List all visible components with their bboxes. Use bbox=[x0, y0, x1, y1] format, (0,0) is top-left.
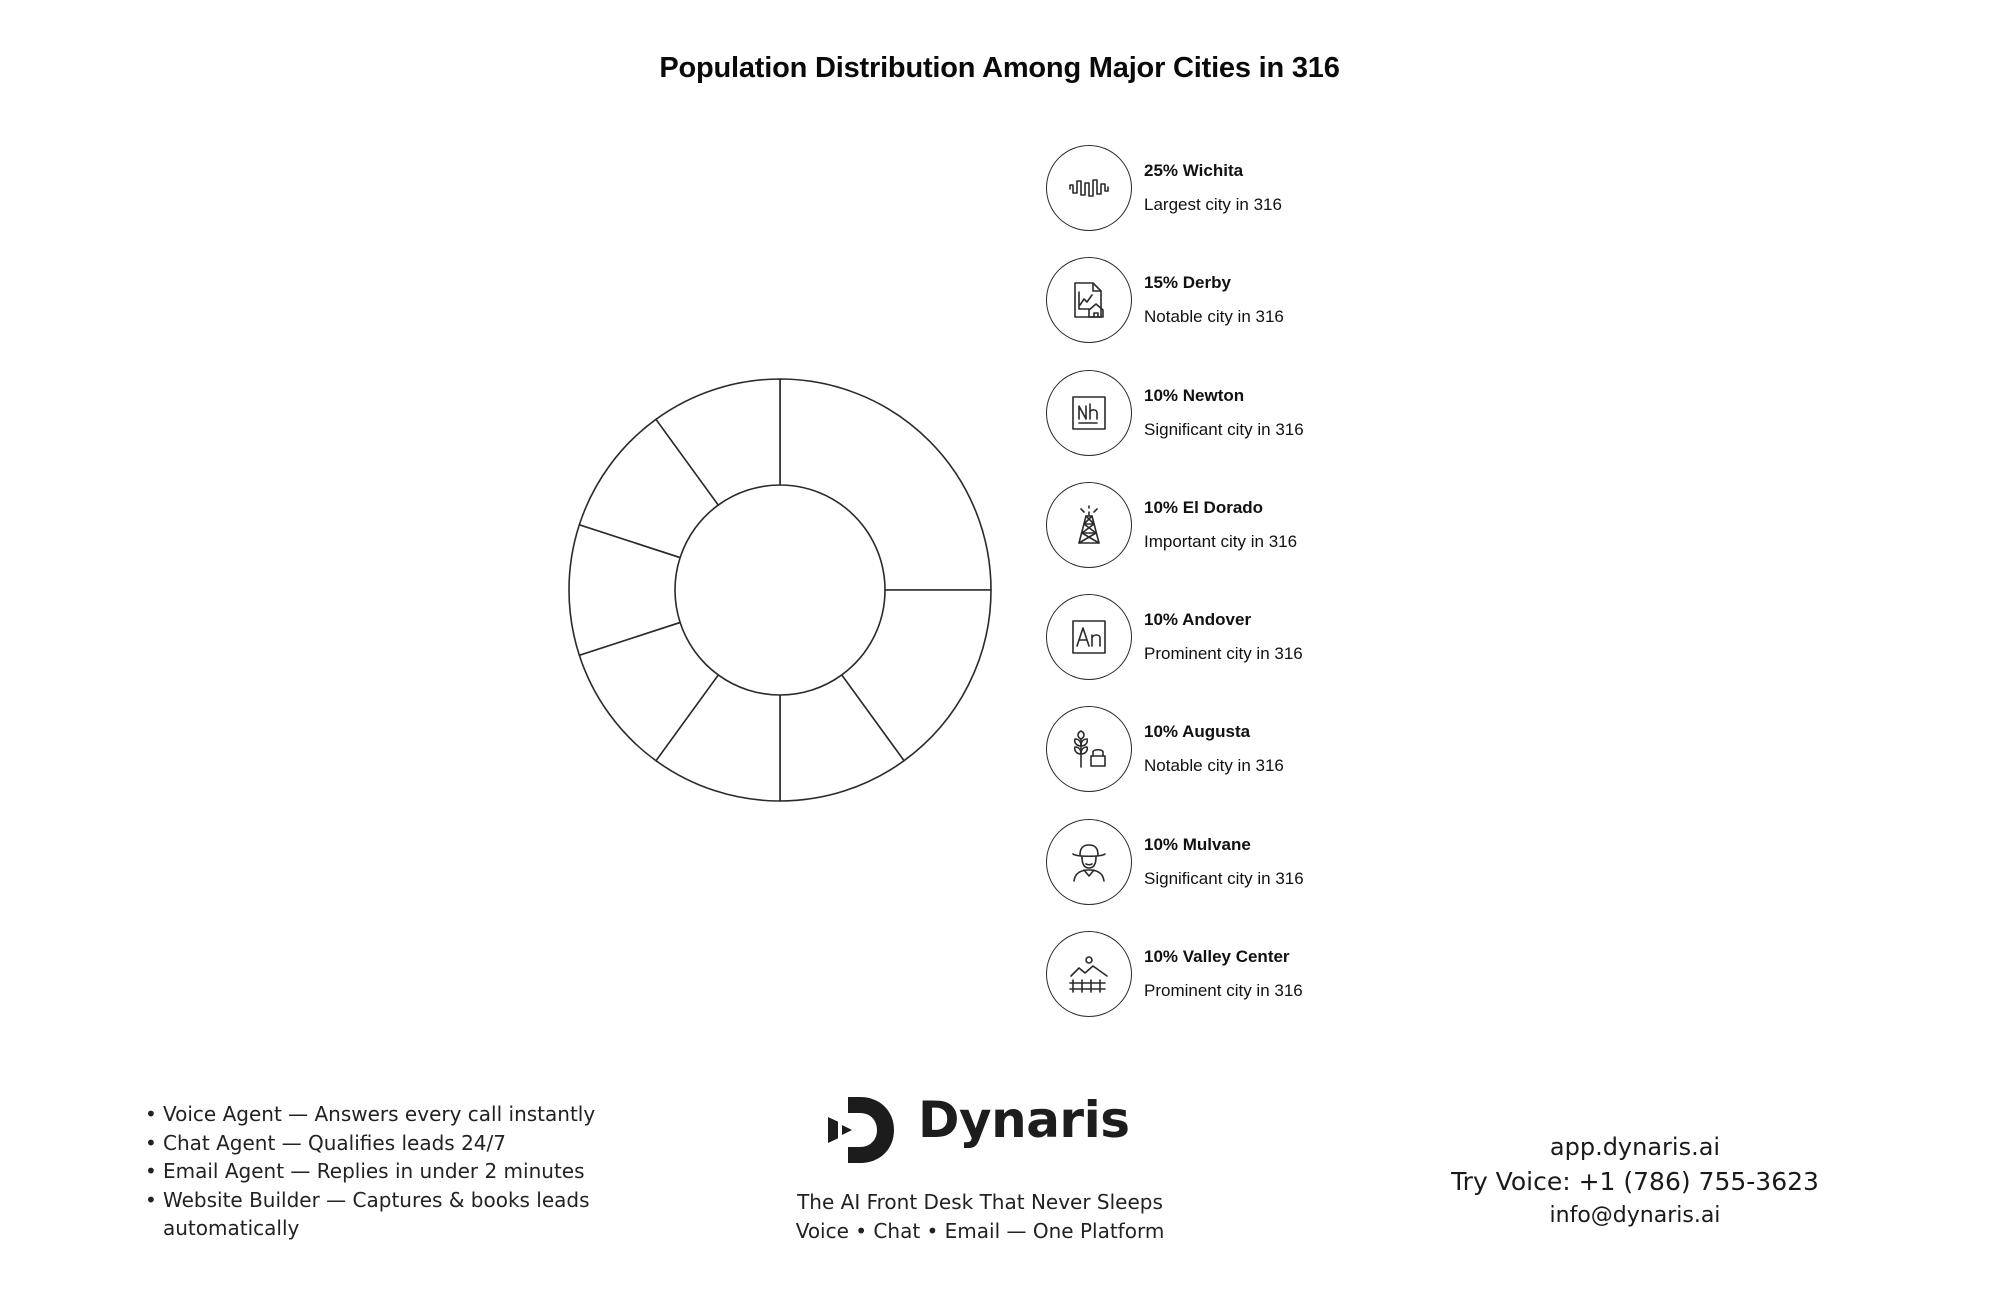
legend-percent: 10% bbox=[1144, 497, 1179, 517]
legend-city: Augusta bbox=[1182, 722, 1251, 742]
legend-percent: 25% bbox=[1144, 161, 1179, 180]
landscape-fence-icon bbox=[1046, 931, 1132, 1017]
legend-item-derby bbox=[1046, 257, 1466, 369]
brand-logo bbox=[820, 1085, 1130, 1165]
feature-voice-agent: • Voice Agent — Answers every call instantly bbox=[145, 1100, 615, 1129]
document-chart-house-icon bbox=[1046, 257, 1132, 343]
legend-description: Significant city in 316 bbox=[1144, 419, 1304, 439]
chart-title: Population Distribution Among Major Cities in 316 bbox=[659, 52, 1340, 84]
legend-item-andover bbox=[1046, 594, 1466, 706]
legend-heading bbox=[1144, 722, 1250, 742]
contact-url-link[interactable]: app.dynaris.ai bbox=[1549, 1133, 1721, 1161]
legend-percent: 10% bbox=[1144, 947, 1179, 967]
legend-item-mulvane bbox=[1046, 819, 1466, 931]
legend-item-augusta bbox=[1046, 706, 1466, 818]
legend-description: Prominent city in 316 bbox=[1144, 644, 1303, 664]
legend-city: Andover bbox=[1182, 610, 1252, 630]
feature-website-builder: • Website Builder — Captures & books leads automatically bbox=[145, 1186, 615, 1243]
legend-percent: 10% bbox=[1144, 722, 1179, 742]
contact-email-link[interactable]: info@dynaris.ai bbox=[1549, 1203, 1721, 1228]
legend-description: Important city in 316 bbox=[1144, 531, 1298, 551]
legend-heading bbox=[1144, 610, 1251, 630]
legend-description: Largest city in 316 bbox=[1144, 195, 1282, 214]
chart-legend bbox=[1046, 145, 1466, 1043]
contact-phone[interactable]: Try Voice: +1 (786) 755-3623 bbox=[1451, 1167, 1819, 1196]
donut-chart bbox=[560, 370, 1000, 810]
legend-heading bbox=[1144, 273, 1231, 293]
legend-heading bbox=[1144, 498, 1263, 518]
legend-description: Prominent city in 316 bbox=[1144, 981, 1303, 1001]
legend-item-valley-center bbox=[1046, 931, 1466, 1043]
legend-description: Notable city in 316 bbox=[1144, 307, 1284, 327]
brand-name: Dynaris bbox=[918, 1091, 1130, 1149]
legend-city: Valley Center bbox=[1182, 947, 1290, 967]
radio-tower-icon bbox=[1046, 482, 1132, 568]
legend-percent: 10% bbox=[1144, 385, 1179, 405]
legend-description: Notable city in 316 bbox=[1144, 756, 1284, 776]
legend-heading bbox=[1144, 161, 1243, 181]
feature-chat-agent: • Chat Agent — Qualifies leads 24/7 bbox=[145, 1129, 615, 1158]
tagline-line-1: The AI Front Desk That Never Sleeps bbox=[797, 1190, 1163, 1214]
legend-heading bbox=[1144, 386, 1244, 406]
legend-heading bbox=[1144, 835, 1251, 855]
tagline-line-2: Voice • Chat • Email — One Platform bbox=[795, 1219, 1165, 1243]
dynaris-logo-mark-icon bbox=[826, 1095, 896, 1165]
an-element-icon bbox=[1046, 594, 1132, 680]
legend-city: El Dorado bbox=[1182, 497, 1264, 517]
legend-item-newton bbox=[1046, 370, 1466, 482]
sound-wave-icon bbox=[1046, 145, 1132, 231]
legend-item-el-dorado bbox=[1046, 482, 1466, 594]
legend-heading bbox=[1144, 947, 1290, 967]
feature-email-agent: • Email Agent — Replies in under 2 minutes bbox=[145, 1157, 615, 1186]
wheat-bread-icon bbox=[1046, 706, 1132, 792]
nh-element-icon bbox=[1046, 370, 1132, 456]
donut-slice-wichita bbox=[780, 379, 991, 590]
legend-city: Mulvane bbox=[1182, 834, 1251, 854]
contact-block bbox=[1420, 1130, 1850, 1232]
legend-percent: 15% bbox=[1144, 273, 1179, 293]
cowboy-icon bbox=[1046, 819, 1132, 905]
legend-city: Derby bbox=[1182, 273, 1231, 293]
legend-city: Wichita bbox=[1182, 161, 1244, 180]
legend-percent: 10% bbox=[1144, 834, 1179, 854]
legend-item-wichita bbox=[1046, 145, 1466, 257]
legend-percent: 10% bbox=[1144, 610, 1179, 630]
legend-city: Newton bbox=[1182, 385, 1245, 405]
legend-description: Significant city in 316 bbox=[1144, 868, 1304, 888]
